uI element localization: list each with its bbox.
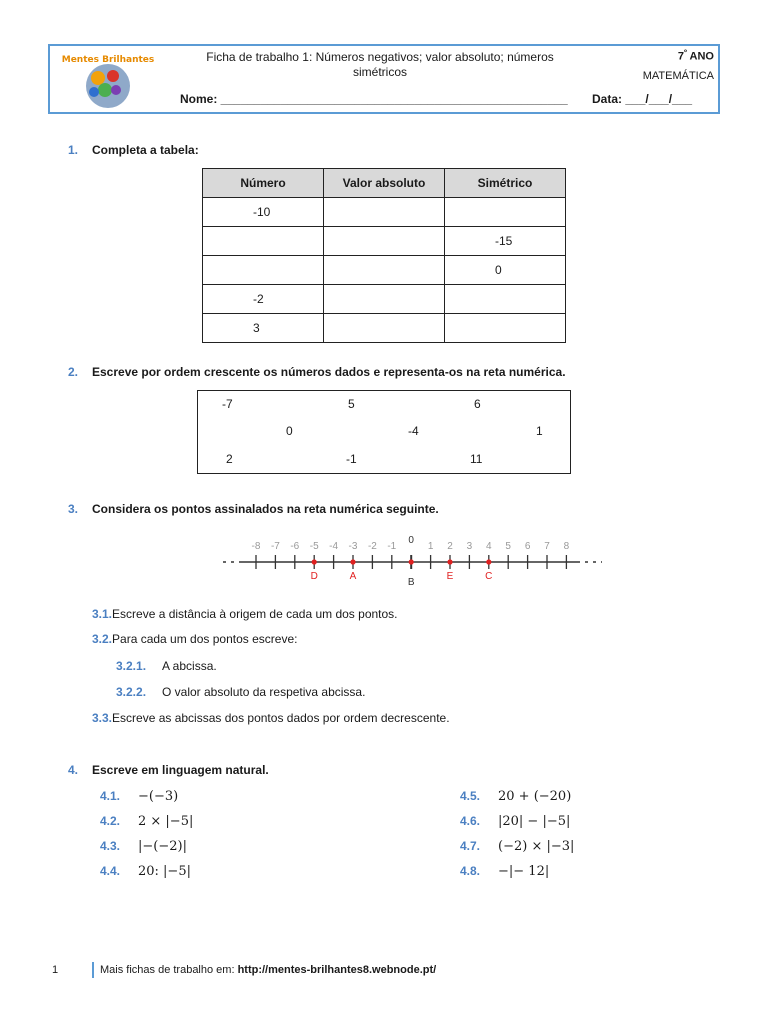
question-2 [68, 365, 566, 379]
point-marker [409, 559, 414, 564]
table-row [203, 227, 566, 256]
numbers-box [197, 390, 571, 474]
tick-label: -8 [251, 541, 261, 552]
table-row [203, 256, 566, 285]
table-cell [324, 256, 445, 285]
table-cell [445, 198, 566, 227]
footer-text: Mais fichas de trabalho em: http://mentes-brilhantes8.webnode.pt/ [100, 964, 437, 976]
item-3-1: 3.1.Escreve a distância à origem de cada um dos pontos. [92, 607, 398, 621]
expression-item: 4.5. 20 + (−20) [460, 789, 572, 804]
tick-label: 6 [524, 541, 531, 552]
number-item: 11 [470, 452, 483, 466]
expression-item: 4.1. −(−3) [100, 789, 179, 804]
table-header-row [203, 169, 566, 198]
expression-item: 4.3. |−(−2)| [100, 839, 187, 854]
question-1-number: 1. [68, 143, 79, 157]
table-cell [203, 256, 324, 285]
question-2-text: Escreve por ordem crescente os números dados e representa-os na reta numérica. [92, 365, 566, 379]
table-cell: -10 [203, 198, 324, 227]
question-4-text: Escreve em linguagem natural. [92, 763, 269, 777]
question-4-number: 4. [68, 763, 79, 777]
name-field: Nome: ____________________________________________________ [180, 92, 568, 106]
table-cell [445, 285, 566, 314]
tick-label: 8 [563, 541, 570, 552]
tick-label: -2 [367, 541, 377, 552]
tick-label: 7 [544, 541, 550, 552]
number-item: -7 [222, 397, 233, 411]
expression-item: 4.8. −|− 12| [460, 864, 550, 879]
point-marker [312, 559, 317, 564]
page-number: 1 [52, 964, 59, 976]
question-2-number: 2. [68, 365, 79, 379]
table-row [203, 285, 566, 314]
tick-label: 3 [466, 541, 473, 552]
tick-label: -7 [270, 541, 280, 552]
tick-label: -1 [387, 541, 397, 552]
table-cell: 0 [445, 256, 566, 285]
table-cell [324, 227, 445, 256]
point-label: C [485, 571, 493, 582]
point-label: A [349, 571, 357, 582]
number-item: -4 [408, 424, 419, 438]
number-item: 1 [536, 424, 543, 438]
table-cell [203, 227, 324, 256]
table-header: Simétrico [445, 169, 566, 198]
subject-label: MATEMÁTICA [642, 70, 714, 82]
logo [58, 50, 158, 110]
table-header: Valor absoluto [324, 169, 445, 198]
table-cell [324, 285, 445, 314]
tick-label: 2 [447, 541, 453, 552]
number-item: 5 [348, 397, 355, 411]
point-label: E [446, 571, 454, 582]
table-cell: 3 [203, 314, 324, 343]
point-marker [447, 559, 452, 564]
tick-label: 1 [427, 541, 434, 552]
expression-item: 4.2. 2 × |−5| [100, 814, 194, 829]
question-3-number: 3. [68, 502, 79, 516]
table-row [203, 198, 566, 227]
tick-label: 5 [505, 541, 511, 552]
tick-label: -4 [329, 541, 339, 552]
number-line [218, 530, 602, 592]
values-table [202, 168, 566, 343]
point-marker [486, 559, 491, 564]
item-3-2-2: 3.2.2. O valor absoluto da respetiva abcissa. [116, 685, 366, 699]
expression-item: 4.7. (−2) × |−3| [460, 839, 575, 854]
table-cell [324, 314, 445, 343]
table-row [203, 314, 566, 343]
footer-link[interactable]: http://mentes-brilhantes8.webnode.pt/ [237, 964, 437, 976]
point-marker [350, 559, 355, 564]
worksheet-title: Ficha de trabalho 1: Números negativos; valor absoluto; números simétricos [206, 50, 554, 79]
table-cell [445, 314, 566, 343]
item-3-2: 3.2.Para cada um dos pontos escreve: [92, 632, 298, 646]
tick-label: 4 [486, 541, 492, 552]
grade-label: $7^º$ ANO [677, 48, 714, 63]
number-item: 0 [286, 424, 293, 438]
number-item: 2 [226, 452, 233, 466]
item-3-3: 3.3.Escreve as abcissas dos pontos dados por ordem decrescente. [92, 711, 450, 725]
question-3 [68, 502, 439, 516]
expression-item: 4.4. 20: |−5| [100, 864, 191, 879]
question-4 [68, 763, 269, 777]
table-cell: -2 [203, 285, 324, 314]
number-item: 6 [474, 397, 481, 411]
point-label: D [310, 571, 318, 582]
question-1 [68, 143, 199, 157]
number-item: -1 [346, 452, 357, 466]
tick-label: -6 [290, 541, 300, 552]
question-1-text: Completa a tabela: [92, 143, 199, 157]
table-cell: -15 [445, 227, 566, 256]
question-3-text: Considera os pontos assinalados na reta numérica seguinte. [92, 502, 439, 516]
date-field: Data: ___/___/___ [592, 92, 693, 106]
point-label: B [407, 577, 415, 588]
item-3-2-1: 3.2.1. A abcissa. [116, 659, 217, 673]
logo-text: Mentes Brilhantes [61, 55, 155, 65]
expression-item: 4.6. |20| − |−5| [460, 814, 571, 829]
tick-label: -5 [309, 541, 319, 552]
tick-label: 0 [408, 535, 414, 546]
table-cell [324, 198, 445, 227]
table-header: Número [203, 169, 324, 198]
footer-divider [92, 962, 94, 978]
tick-label: -3 [348, 541, 358, 552]
